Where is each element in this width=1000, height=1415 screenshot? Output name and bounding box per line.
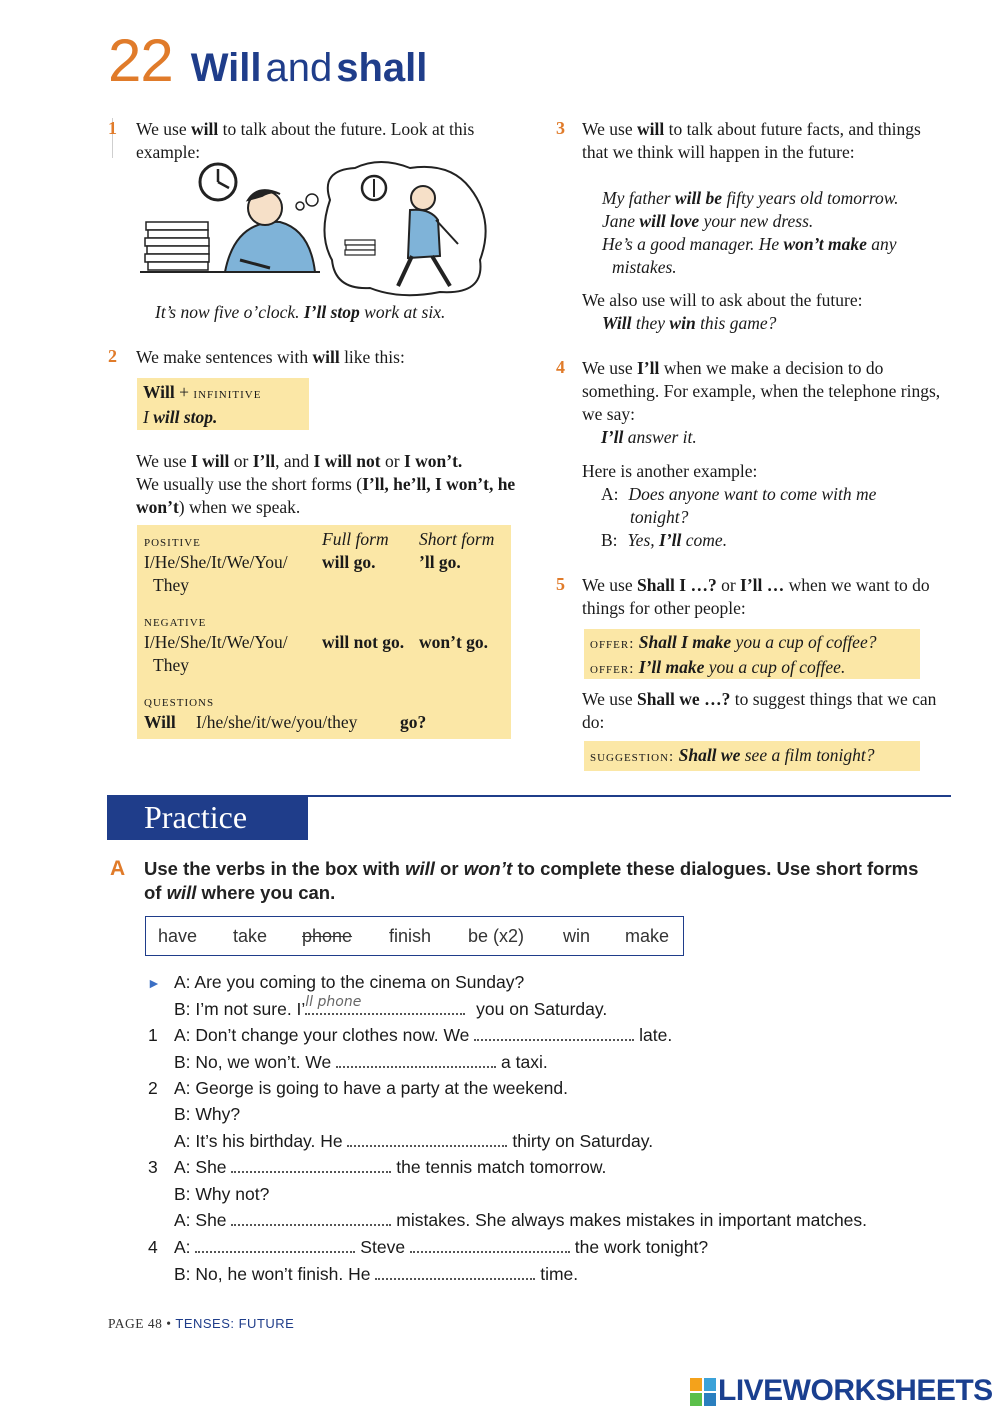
section-5-number: 5	[556, 574, 565, 594]
section-1-number: 1	[108, 118, 117, 138]
verb-make: make	[625, 926, 670, 946]
section-3-examples: My father will be fifty years old tomorrow. Jane will love your new dress. He’s a good manager. He won’t make any mistakes.	[602, 188, 899, 277]
q3-number: 3	[148, 1157, 158, 1177]
suggestion-box: suggestion: Shall we see a film tonight?	[584, 741, 920, 771]
section-3-number: 3	[556, 118, 565, 138]
forms-table	[137, 525, 511, 739]
section-5-shall-we: We use Shall we …? to suggest things that we can do:	[582, 689, 937, 732]
q2-number: 2	[148, 1078, 158, 1098]
q3-line-c: A: She mistakes. She always makes mistakes in important matches.	[174, 1210, 868, 1230]
paper-stack-icon	[145, 222, 209, 270]
example-line-b: B: I’m not sure. I’ ll phone you on Saturday.	[174, 996, 774, 1023]
practice-heading: Practice	[144, 799, 248, 835]
example-line-a: A: Are you coming to the cinema on Sunday?	[174, 972, 525, 992]
q1-blank-2[interactable]	[336, 1052, 496, 1068]
exercise-a-label: A	[110, 857, 126, 880]
positive-full: will go.	[322, 552, 376, 572]
section-1-caption: It’s now five o’clock. I’ll stop work at six.	[155, 302, 446, 322]
q4-number: 4	[148, 1237, 158, 1257]
q3-line-b: B: Why not?	[174, 1184, 270, 1204]
q3-line-a: A: She the tennis match tomorrow.	[174, 1157, 607, 1177]
q2-line-c: A: It’s his birthday. He thirty on Saturday.	[174, 1131, 654, 1151]
section-4-example: I’ll answer it.	[601, 427, 697, 447]
questions-go: go?	[400, 712, 427, 732]
q4-line-a: A: Steve the work tonight?	[174, 1237, 709, 1257]
q4-blank-2[interactable]	[410, 1237, 570, 1253]
unit-title-shall: shall	[336, 46, 428, 90]
negative-label: negative	[144, 614, 207, 630]
verb-box	[145, 916, 684, 956]
footer-section: TENSES: FUTURE	[175, 1316, 295, 1331]
q4-line-b: B: No, he won’t finish. He time.	[174, 1264, 579, 1284]
section-4-number: 4	[556, 357, 565, 377]
liveworksheets-logo-icon	[690, 1378, 716, 1406]
unit-title-and: and	[265, 46, 333, 90]
section-2-text: We make sentences with will like this:	[136, 347, 405, 367]
office-worker-illustration	[140, 160, 490, 300]
positive-subjects: I/He/She/It/We/You/	[144, 552, 288, 572]
full-form-header: Full form	[322, 529, 389, 549]
page-footer: PAGE 48 • TENSES: FUTURE	[108, 1316, 295, 1331]
positive-short: ’ll go.	[419, 552, 461, 572]
clock-icon	[362, 176, 386, 200]
practice-banner	[107, 797, 308, 840]
q3-blank-1[interactable]	[231, 1157, 391, 1173]
section-4-dialogue: A: Does anyone want to come with me tonight? B: Yes, I’ll come.	[601, 484, 877, 550]
section-4-another: Here is another example:	[582, 461, 758, 481]
negative-they: They	[153, 655, 189, 675]
offer-box: offer: Shall I make you a cup of coffee? offer: I’ll make you a cup of coffee.	[584, 629, 920, 679]
questions-label: questions	[144, 694, 215, 710]
verb-phone: phone	[302, 926, 353, 946]
q1-line-b: B: No, we won’t. We a taxi.	[174, 1052, 548, 1072]
q4-blank-3[interactable]	[375, 1264, 535, 1280]
page-number: PAGE 48	[108, 1316, 163, 1331]
verb-take: take	[233, 926, 268, 946]
section-4-text: We use I’ll when we make a decision to do something. For example, when the telephone rings, we say:	[582, 358, 941, 424]
verb-be: be (x2)	[468, 926, 525, 946]
q2-blank[interactable]	[347, 1131, 507, 1147]
unit-heading	[108, 28, 427, 98]
will-infinitive-box: Will + infinitive I will stop.	[137, 378, 309, 430]
section-2-number: 2	[108, 346, 117, 366]
negative-subjects: I/He/She/It/We/You/	[144, 632, 288, 652]
unit-number: 22	[108, 27, 173, 94]
clock-icon	[200, 164, 236, 200]
section-2-forms-text: We use I will or I’ll, and I will not or I won’t. We usually use the short forms (I’ll, he’ll, I won’t, he won’t) when we speak.	[136, 451, 516, 517]
negative-full: will not go.	[322, 632, 405, 652]
example-arrow: ►	[147, 975, 161, 991]
exercise-a-instructions: Use the verbs in the box with will or won’t to complete these dialogues. Use short forms of will where you can.	[144, 858, 919, 903]
positive-label: positive	[144, 534, 201, 550]
example-answer: ll phone	[305, 994, 362, 1010]
section-3-also: We also use will to ask about the future:	[582, 290, 863, 310]
verb-have: have	[158, 926, 198, 946]
positive-they: They	[153, 575, 189, 595]
liveworksheets-wordmark: LIVEWORKSHEETS	[718, 1374, 993, 1407]
q1-blank-1[interactable]	[474, 1025, 634, 1041]
section-5-text: We use Shall I …? or I’ll … when we want to do things for other people:	[582, 575, 930, 618]
q1-number: 1	[148, 1025, 158, 1045]
negative-short: won’t go.	[419, 632, 489, 652]
verb-win: win	[563, 926, 591, 946]
q1-line-a: A: Don’t change your clothes now. We late.	[174, 1025, 673, 1045]
verb-finish: finish	[389, 926, 432, 946]
short-form-header: Short form	[419, 529, 495, 549]
q2-line-a: A: George is going to have a party at the weekend.	[174, 1078, 568, 1098]
questions-subjects: I/he/she/it/we/you/they	[196, 712, 358, 732]
section-1-text: We use will to talk about the future. Look at this example:	[136, 119, 475, 162]
q2-line-b: B: Why?	[174, 1104, 241, 1124]
unit-title-will: Will	[190, 46, 262, 90]
q3-blank-2[interactable]	[231, 1210, 391, 1226]
questions-will: Will	[144, 712, 176, 732]
section-3-question: Will they win this game?	[602, 313, 777, 333]
section-3-text: We use will to talk about future facts, and things that we think will happen in the future:	[582, 119, 921, 162]
q4-blank-1[interactable]	[195, 1237, 355, 1253]
